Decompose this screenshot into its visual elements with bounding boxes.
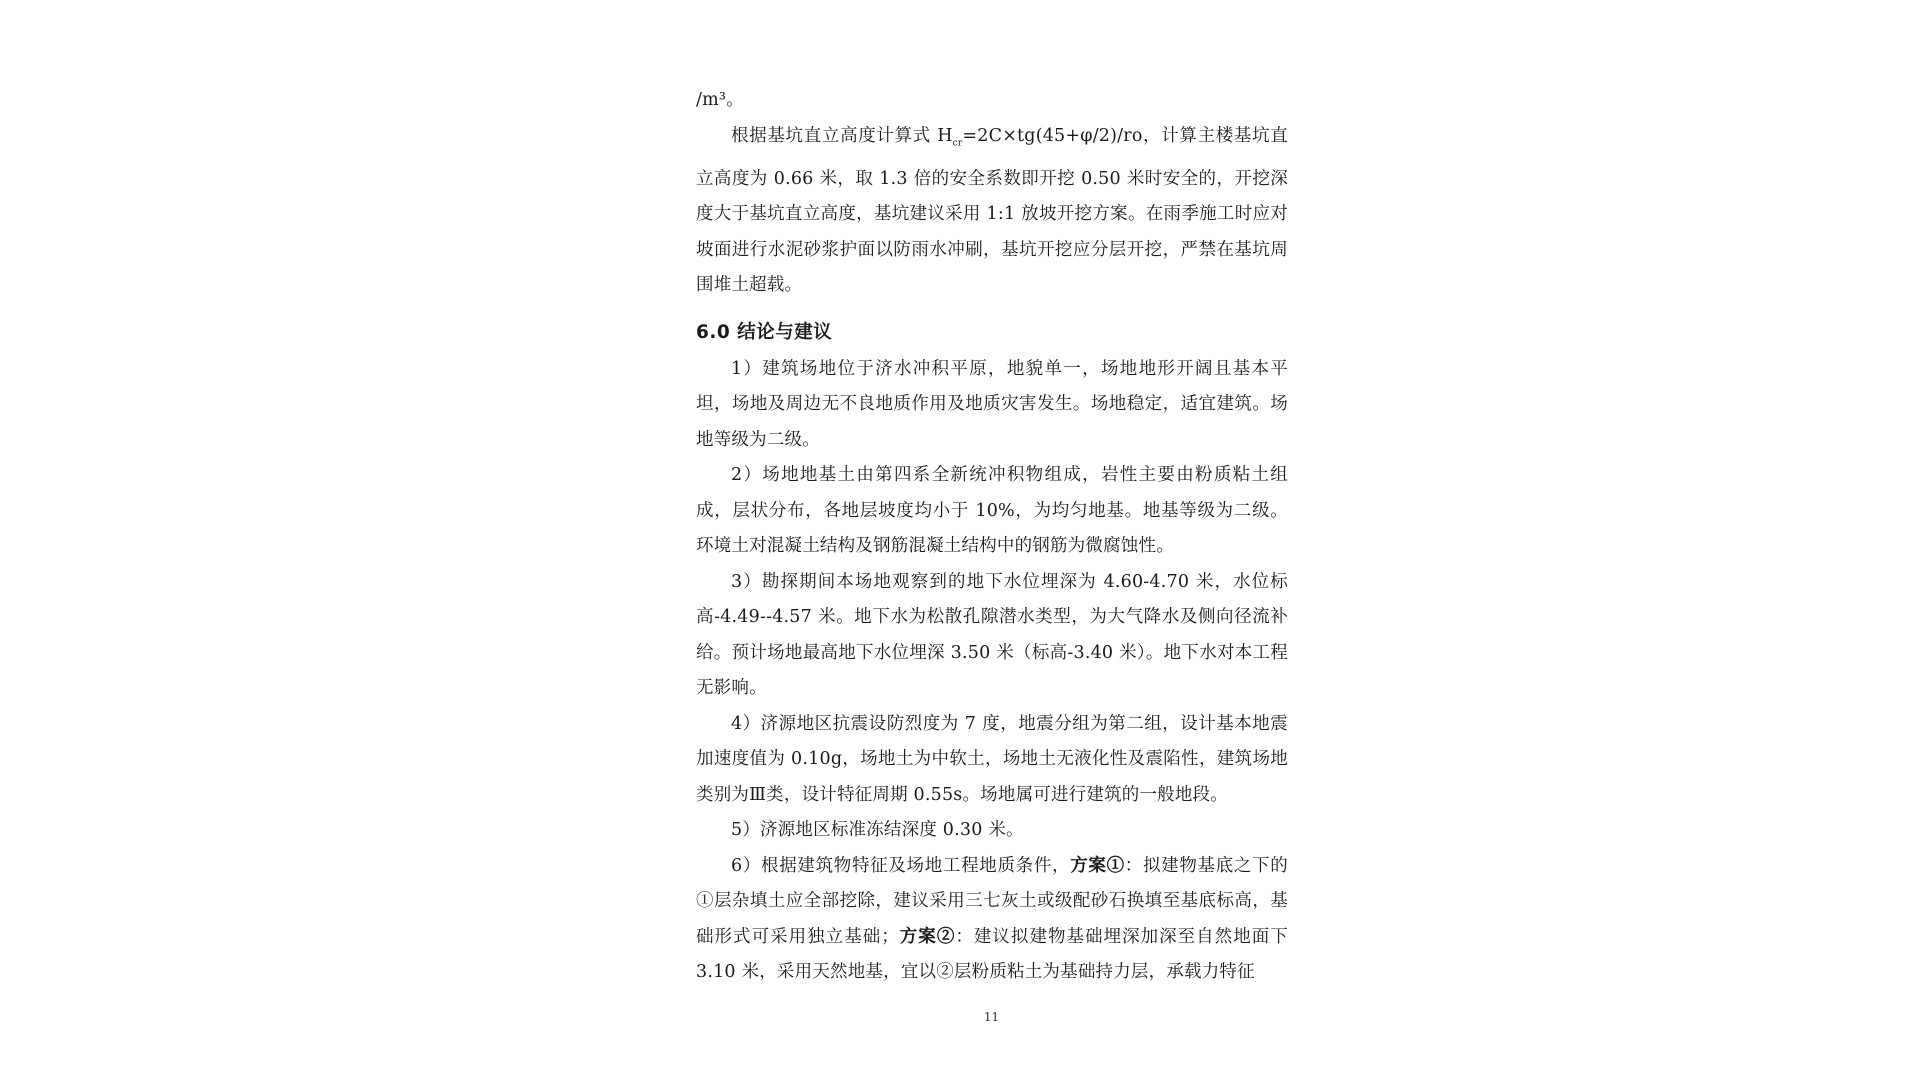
excavation-paragraph	[696, 119, 1288, 304]
page-content	[696, 83, 1288, 991]
conclusion-item-6	[696, 849, 1288, 991]
item6-scheme2-text: ：建议拟建物基础埋深加深至自然地面下 3.10 米，采用天然地基，宜以②层粉质粘土为基础持力层，承载力特征	[696, 926, 1288, 982]
formula-subscript: cr	[952, 138, 963, 148]
item6-scheme1-text: ：拟建物基底之下的①层杂填土应全部挖除，建议采用三七灰土或级配砂石换填至基底标高，基础形式可采用独立基础；	[696, 855, 1289, 947]
conclusion-item-5: 5）济源地区标准冻结深度 0.30 米。	[731, 820, 1024, 840]
formula-prefix: 根据基坑直立高度计算式 H	[731, 125, 953, 146]
item6-intro: 6）根据建筑物特征及场地工程地质条件，	[731, 855, 1071, 876]
unit-fragment: /m³。	[696, 90, 744, 110]
formula-rest: =2C×tg(45+φ/2)/ro，计算主楼基坑直立高度为 0.66 米，取 1.3 倍的安全系数即开挖 0.50 米时安全的，开挖深度大于基坑直立高度，基坑建议采用 1:1 放坡开挖方案。在雨季施工时应对坡面进行水泥砂浆护面以防雨水冲刷，基坑开挖应分层开挖，严禁在基坑周围堆土超载。	[696, 125, 1288, 295]
scheme-2-label: 方案②	[898, 926, 956, 947]
conclusion-item-4: 4）济源地区抗震设防烈度为 7 度，地震分组为第二组，设计基本地震加速度值为 0.10g，场地土为中软土，场地土无液化性及震陷性，建筑场地类别为Ⅲ类，设计特征周期 0.55s。场地属可进行建筑的一般地段。	[696, 713, 1288, 805]
scheme-1-label: 方案①	[1070, 855, 1125, 876]
section-heading: 6.0 结论与建议	[696, 321, 833, 343]
page-number: 11	[983, 1010, 1000, 1024]
conclusion-item-2: 2）场地地基土由第四系全新统冲积物组成，岩性主要由粉质粘土组成，层状分布，各地层坡度均小于 10%，为均匀地基。地基等级为二级。环境土对混凝土结构及钢筋混凝土结构中的钢筋为微腐蚀性。	[696, 465, 1288, 556]
conclusion-item-1: 1）建筑场地位于济水冲积平原，地貌单一，场地地形开阔且基本平坦，场地及周边无不良地质作用及地质灾害发生。场地稳定，适宜建筑。场地等级为二级。	[696, 358, 1288, 450]
conclusion-item-3: 3）勘探期间本场地观察到的地下水位埋深为 4.60-4.70 米，水位标高-4.49--4.57 米。地下水为松散孔隙潜水类型，为大气降水及侧向径流补给。预计场地最高地下水位埋深 3.50 米（标高-3.40 米）。地下水对本工程无影响。	[696, 571, 1288, 698]
